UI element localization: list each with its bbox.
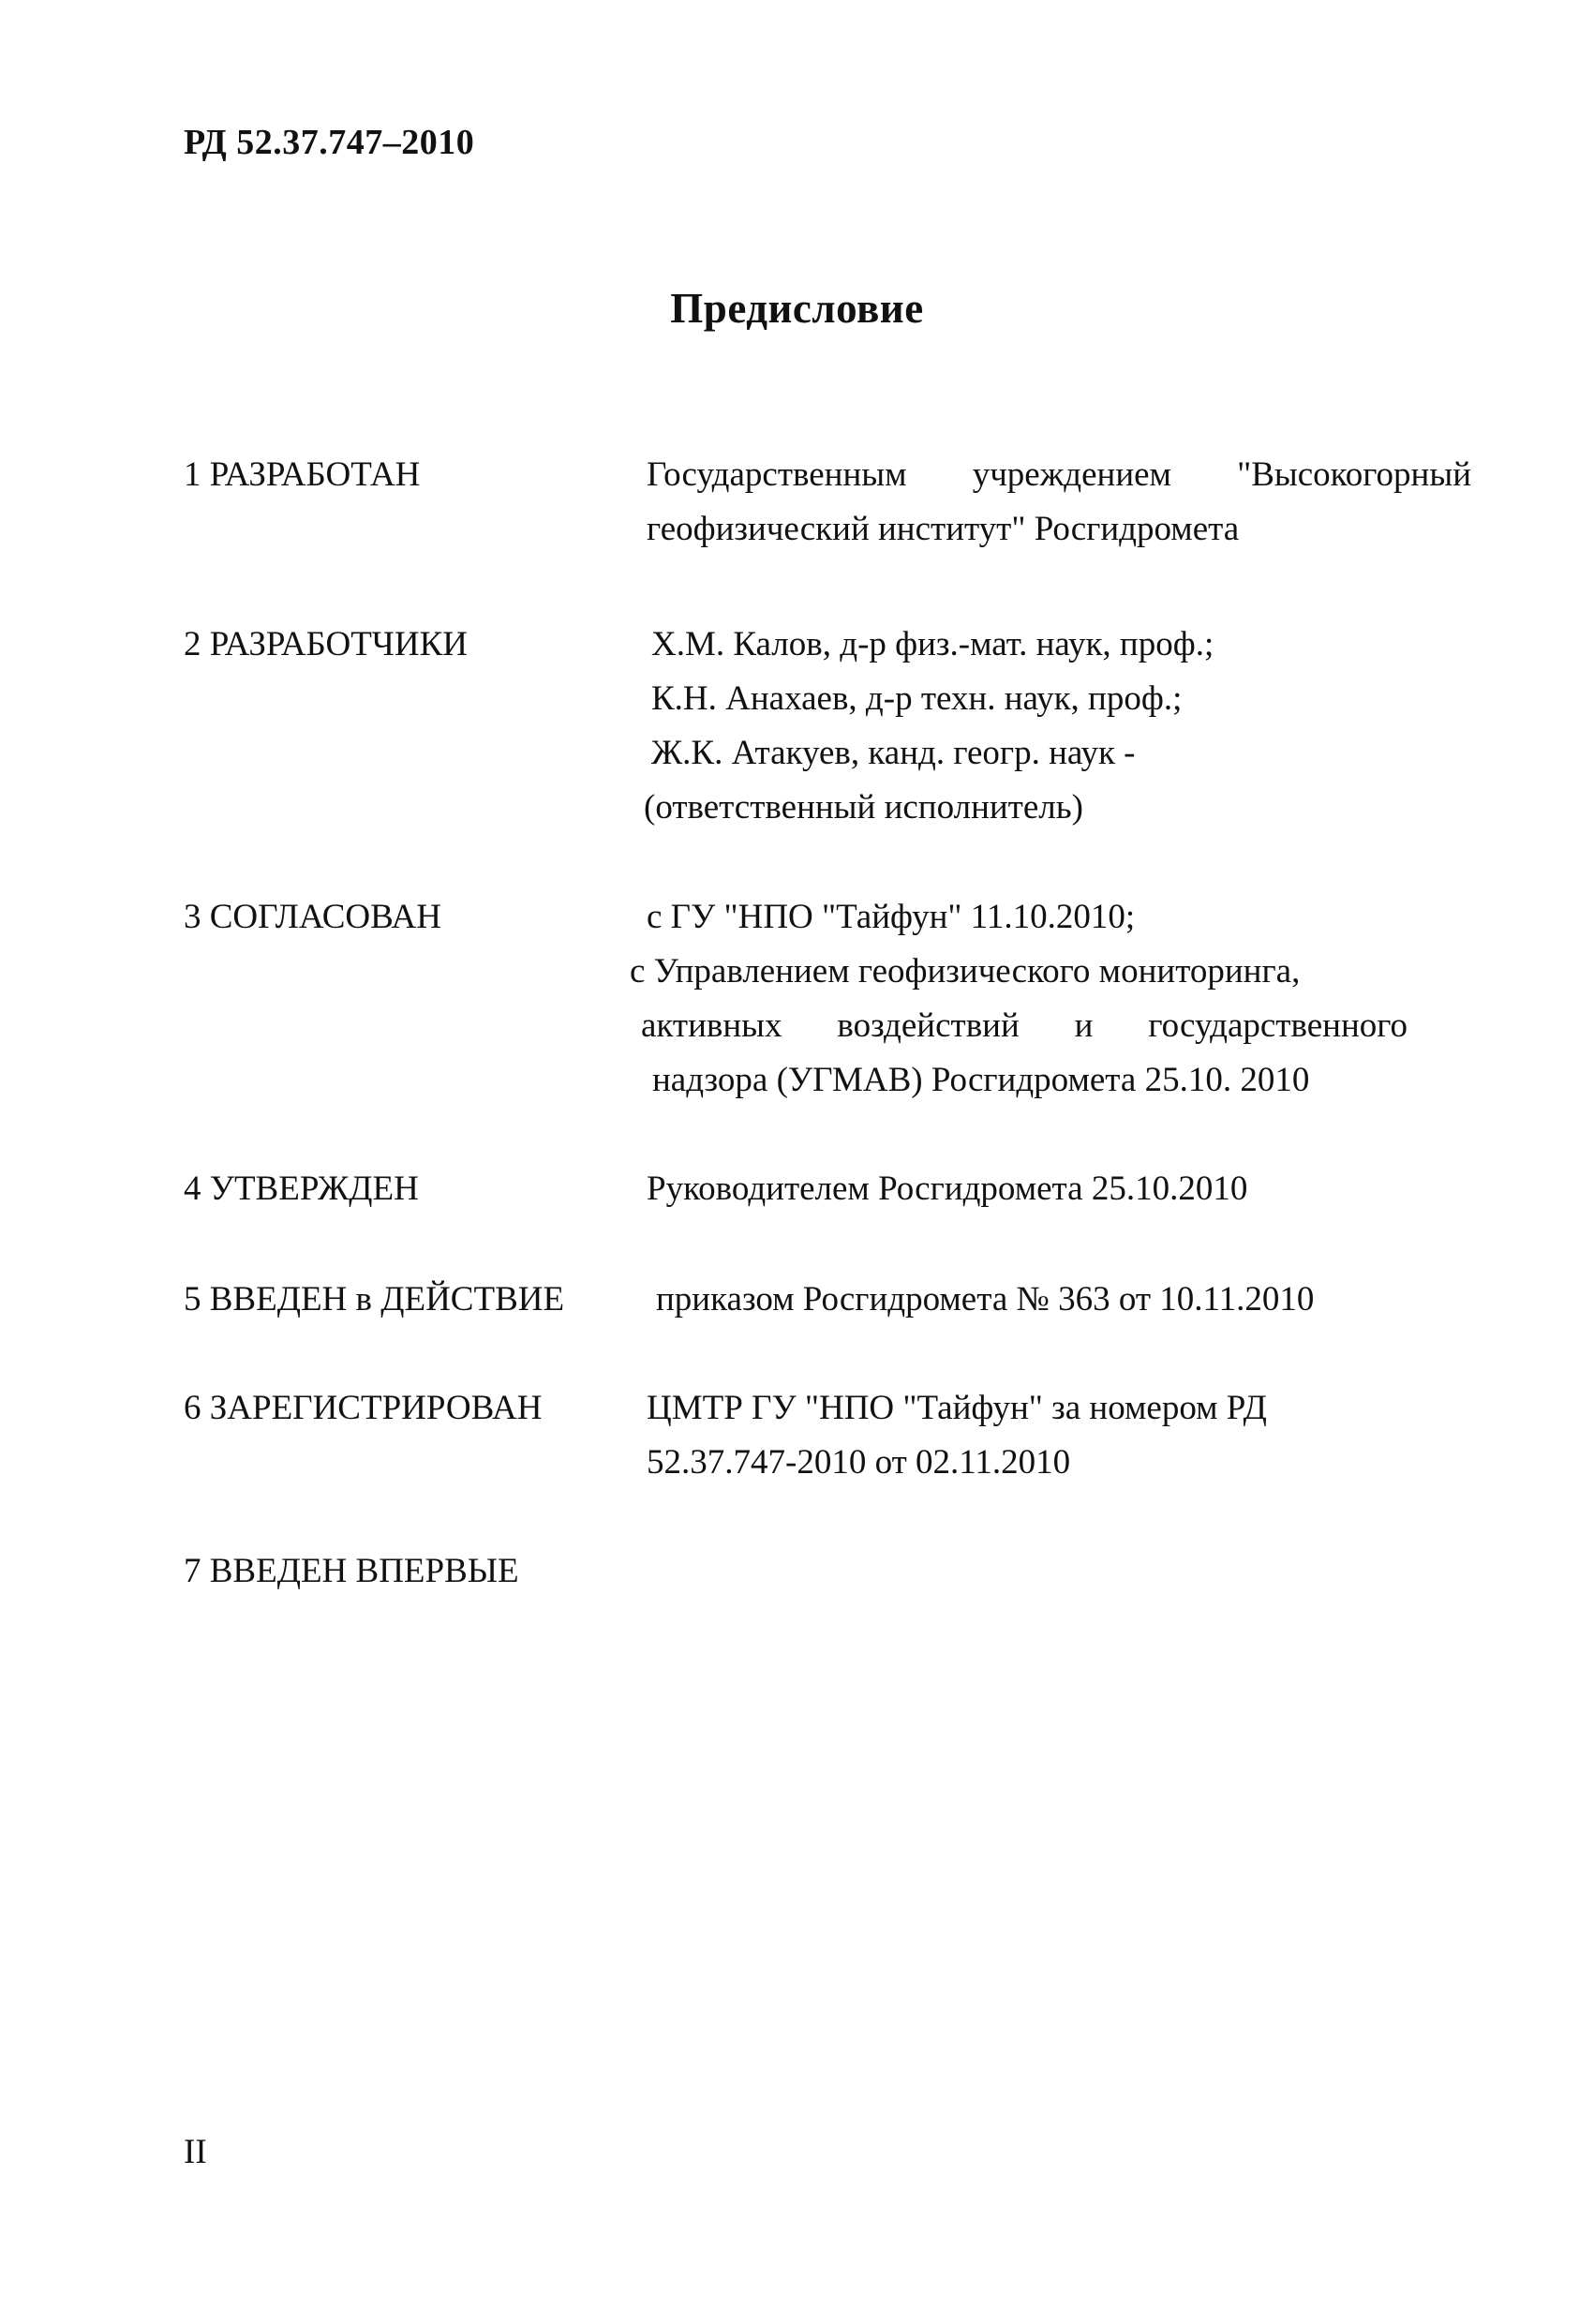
item-value-line: 52.37.747-2010 от 02.11.2010 bbox=[647, 1443, 1071, 1482]
item-value-line: Х.М. Калов, д-р физ.-мат. наук, проф.; bbox=[651, 625, 1214, 663]
item-label: 3 СОГЛАСОВАН bbox=[184, 898, 441, 936]
item-value-line: (ответственный исполнитель) bbox=[644, 788, 1083, 827]
item-value-line: геофизический институт" Росгидромета bbox=[647, 510, 1240, 548]
item-value bbox=[630, 890, 1408, 1108]
item-value-line: с Управлением геофизического мониторинга, bbox=[630, 952, 1301, 991]
item-value-line: Государственным учреждением "Высокогорный bbox=[647, 455, 1471, 494]
item-value bbox=[644, 618, 1401, 835]
page-number: II bbox=[184, 2133, 207, 2171]
item-label: 2 РАЗРАБОТЧИКИ bbox=[184, 625, 468, 663]
item-label: 1 РАЗРАБОТАН bbox=[184, 455, 421, 494]
item-label: 6 ЗАРЕГИСТРИРОВАН bbox=[184, 1389, 543, 1427]
item-value-line: Ж.К. Атакуев, канд. геогр. наук - bbox=[651, 734, 1136, 772]
item-value-line: Руководителем Росгидромета 25.10.2010 bbox=[647, 1169, 1248, 1208]
item-label: 4 УТВЕРЖДЕН bbox=[184, 1169, 419, 1208]
item-label: 7 ВВЕДЕН ВПЕРВЫЕ bbox=[184, 1552, 519, 1590]
item-value bbox=[656, 1273, 1406, 1327]
item-value-line: активных воздействий и государственного bbox=[641, 1006, 1408, 1045]
page-title: Предисловие bbox=[670, 285, 924, 332]
item-value-line: ЦМТР ГУ "НПО "Тайфун" за номером РД bbox=[647, 1389, 1267, 1427]
item-value-line: приказом Росгидромета № 363 от 10.11.2010 bbox=[656, 1280, 1315, 1318]
item-label: 5 ВВЕДЕН в ДЕЙСТВИЕ bbox=[184, 1280, 565, 1318]
item-value-line: надзора (УГМАВ) Росгидромета 25.10. 2010 bbox=[652, 1061, 1310, 1099]
item-value bbox=[647, 1162, 1396, 1216]
item-value bbox=[647, 448, 1471, 557]
item-value-line: с ГУ "НПО "Тайфун" 11.10.2010; bbox=[647, 898, 1136, 936]
item-value-line: К.Н. Анахаев, д-р техн. наук, проф.; bbox=[651, 679, 1183, 718]
item-value bbox=[647, 1381, 1396, 1490]
document-code: РД 52.37.747–2010 bbox=[184, 123, 475, 162]
